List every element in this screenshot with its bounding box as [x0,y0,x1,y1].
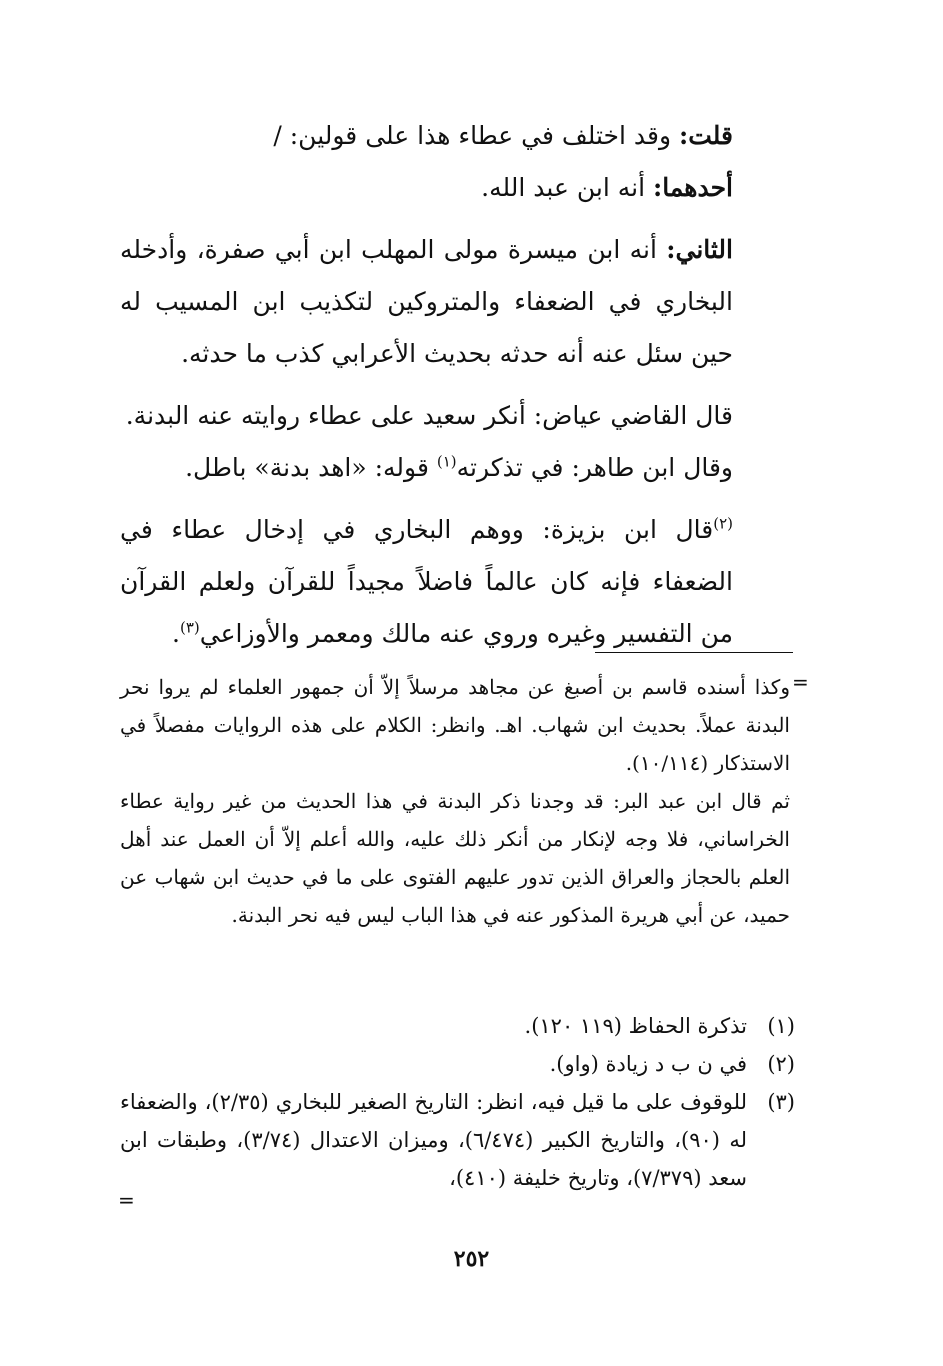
footnote-number: (١) [767,1014,795,1038]
footnote-continuation-mark: = [792,670,809,694]
paragraph-2-lead: أحدهما: [652,173,733,202]
paragraph-5 [120,442,795,494]
footnote-ref-1: (١) [436,452,457,471]
footnote-divider [595,652,793,653]
footnote-continued-paragraph-1: وكذا أسنده قاسم بن أصبغ عن مجاهد مرسلاً إلاّ أن جمهور العلماء لم يروا نحر البدنة عملاً. بحديث ابن شهاب. اهـ. وانظر: الكلام على هذه الروايات مفصلاً في الاستذكار (١٠/١١٤). [120,675,790,775]
footnote-end-mark: = [118,1188,135,1212]
paragraph-1 [120,110,795,162]
footnote-text: للوقوف على ما قيل فيه، انظر: التاريخ الصغير للبخاري (٢/٣٥)، والضعفاء له (٩٠)، والتاريخ الكبير (٦/٤٧٤)، وميزان الاعتدال (٣/٧٤)، وطبقات ابن سعد (٧/٣٧٩)، وتاريخ خليفة (٤١٠)، [120,1090,747,1190]
footnote-list [120,1007,795,1197]
paragraph-4: قال القاضي عياض: أنكر سعيد على عطاء روايته عنه البدنة. [125,401,733,430]
footnote-text: تذكرة الحفاظ (١١٩ ١٢٠). [524,1014,747,1038]
footnote-item [120,1045,795,1083]
footnote-number: (٣) [767,1090,795,1114]
footnote-item [120,1083,795,1197]
paragraph-3-text: أنه ابن ميسرة مولى المهلب ابن أبي صفرة، وأدخله البخاري في الضعفاء والمتروكين لتكذيب ابن المسيب له حين سئل عنه أنه حدثه بحديث الأعرابي كذب ما حدثه. [120,235,733,368]
footnote-number: (٢) [767,1052,795,1076]
paragraph-6-end: . [172,619,180,648]
footnote-item [120,1007,795,1045]
paragraph-3 [120,224,795,380]
paragraph-5-after: قوله: «اهد بدنة» باطل. [185,453,437,482]
footnote-ref-3: (٣) [179,618,200,637]
paragraph-1-text: وقد اختلف في عطاء هذا على قولين: / [273,121,679,150]
paragraph-2-text: أنه ابن عبد الله. [481,173,653,202]
paragraph-2 [120,162,795,214]
paragraph-5-before: وقال ابن طاهر: في تذكرته [456,453,733,482]
page-number: ٢٥٢ [453,1246,490,1272]
footnote-text: في ن ب د زيادة (واو). [549,1052,747,1076]
footnote-continued [120,668,790,934]
paragraph-1-lead: قلت: [678,121,733,150]
main-text [120,110,795,660]
paragraph-3-lead: الثاني: [666,235,733,264]
footnote-ref-2: (٢) [713,514,733,533]
paragraph-6-text: قال ابن بزيزة: ووهم البخاري في إدخال عطاء في الضعفاء فإنه كان عالماً فاضلاً مجيداً للقرآن ولعلم القرآن من التفسير وغيره وروي عنه مالك ومعمر والأوزاعي [120,515,733,648]
footnote-continued-paragraph-2: ثم قال ابن عبد البر: قد وجدنا ذكر البدنة في هذا الحديث من غير رواية عطاء الخراساني، فلا وجه لإنكار من أنكر ذلك عليه، والله أعلم إلاّ أن العمل عند أهل العلم بالحجاز والعراق الذين تدور عليهم الفتوى على ما في حديث ابن شهاب عن حميد، عن أبي هريرة المذكور عنه في هذا الباب ليس فيه نحر البدنة. [120,789,790,927]
paragraph-6 [120,504,795,660]
